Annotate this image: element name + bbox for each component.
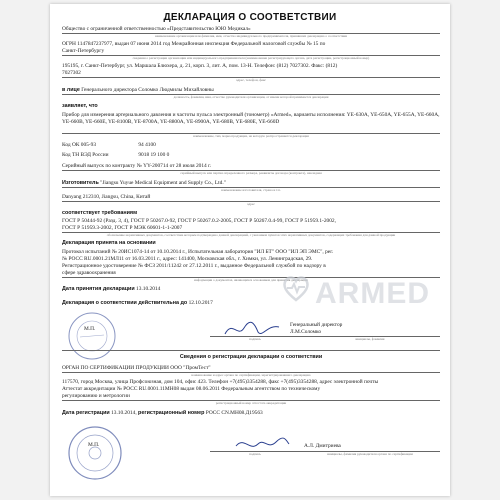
- registration-row: Дата регистрации 13.10.2014, регистрационный номер РОСС CN.МН08.Д19563: [62, 410, 263, 416]
- standards-line-2: ГОСТ Р 51959.3-2002, ГОСТ Р МЭК 60601-1-1-2007: [62, 225, 183, 231]
- product-caption: наименование, тип, марка продукции, на которую распространяется декларация: [193, 134, 309, 138]
- watermark-logo: ARMED: [315, 277, 430, 310]
- registrar-name: А.Л. Дмитриева: [304, 443, 341, 449]
- person-row: [62, 87, 440, 94]
- product-description: Прибор для измерения артериального давления и частоты пульса электронный (тонометр) «Armed», варианты исполнения: YE-630A, YE-650A, YE-655A, YE-660A, YE-660B, YE-660E, YE-8100B, YE-8700A, YE-8800A, YE-8900A, YE-680B, YE-680E, YE-660D: [62, 112, 440, 125]
- declares-label: заявляет, что: [62, 103, 98, 109]
- conformity-label: соответствует требованиям: [62, 210, 138, 216]
- reg-date-label: Дата регистрации: [62, 410, 110, 416]
- signer-name: Л.М.Соломко: [290, 329, 322, 335]
- acceptance-date-label: Дата принятия декларации: [62, 286, 135, 292]
- reg-date-value: 13.10.2014: [111, 410, 136, 416]
- maker-row: [62, 180, 440, 187]
- signer-initials-caption: инициалы, фамилия: [355, 337, 385, 341]
- valid-until-label: Декларация о соответствии действительна до: [62, 300, 188, 306]
- cert-body-address-3: регулированию и метрологии: [62, 393, 130, 399]
- cert-body-caption: наименование и адрес органа по сертификации, зарегистрировавшего декларацию: [191, 373, 311, 377]
- basis-line-2: № РОСС RU.0001.21МЛ11 от 16.03.2011 г., адрес: 141400, Московская обл., г. Химки, ул. Ленинградская, 29.: [62, 256, 313, 262]
- declaration-sheet: [50, 4, 450, 496]
- address-line-2: 7027302: [62, 70, 81, 76]
- batch-caption: серийный выпуск или партия определенного размера, реквизиты договора (контракта), накладная: [180, 171, 322, 175]
- maker-address-caption: адрес: [246, 202, 256, 206]
- maker-caption: наименование изготовителя, страна и т.п.: [221, 188, 281, 192]
- signer-sign-caption: подпись: [249, 337, 261, 341]
- basis-line-1: Протокол испытаний № 20ИС1074-14 от 10.10.2014 г., Испытательная лаборатория "ИЛ БТ" ООО "ИЛ ЭП ЭМС", рег.: [62, 249, 334, 255]
- maker-label: Изготовитель: [62, 180, 99, 186]
- applicant-name: Общество с ограниченной ответственностью «Представительство ЮЮ Медикал»: [62, 26, 251, 32]
- accreditation-caption: регистрационный номер аттестата аккредитации: [215, 401, 287, 405]
- okp-value: 94 4100: [138, 142, 156, 148]
- okp-row: [62, 142, 440, 149]
- okp-label: Код ОК 005-93: [62, 142, 97, 148]
- applicant-caption: наименование организации или фамилия, имя, отчество индивидуального предпринимателя, принявших декларацию о соответствии: [154, 34, 348, 38]
- registration-stamp: [66, 424, 124, 482]
- document-title: ДЕКЛАРАЦИЯ О СООТВЕТСТВИИ: [163, 12, 337, 23]
- registrar-sign-caption: подпись: [249, 452, 261, 456]
- person-caption: должность, фамилия, имя, отчество руководителя организации, от имени которой принимается декларация: [173, 95, 329, 99]
- valid-until-value: 12.10.2017: [188, 300, 213, 306]
- tnved-label: Код ТН ВЭД России: [62, 152, 109, 158]
- ogrn-line-1: ОГРН 1147847237977, выдан 07 июня 2014 год Межрайонная инспекция Федеральной налоговой службы № 15 по: [62, 41, 326, 47]
- mp-label: М.П.: [84, 326, 96, 332]
- basis-line-4: сфере здравоохранения: [62, 270, 116, 276]
- cert-body-name: ОРГАН ПО СЕРТИФИКАЦИИ ПРОДУКЦИИ ООО "ПромТест": [62, 365, 211, 371]
- ogrn-line-2: Санкт-Петербургу: [62, 48, 105, 54]
- section-divider: [62, 350, 440, 351]
- tnved-row: [62, 152, 440, 159]
- acceptance-date-value: 13.10.2014: [136, 286, 161, 292]
- person-label: в лице: [62, 87, 80, 93]
- cert-body-address-2: Аттестат аккредитации № РОСС RU.0001.11МН08 выдан 08.06.2011 Федеральным агентством по техническому: [62, 386, 321, 392]
- address-line-1: 195195, г. Санкт-Петербург, ул. Маршала Блюхера, д. 21, корп. 3, лит. А, пом. 13-Н. Телефон: (812) 7027302. Факс: (812): [62, 63, 338, 69]
- address-caption: адрес, телефон, факс: [235, 78, 267, 82]
- ogrn-caption: сведения о регистрации организации или индивидуального предпринимателя (наименование регистрирующего органа, дата регистрации, регистрационный номер): [132, 56, 370, 60]
- signer-position: Генеральный директор: [290, 322, 343, 328]
- tnved-value: 9018 19 100 0: [138, 152, 170, 158]
- watermark-heart-icon: [280, 272, 312, 304]
- maker-address: Danyang 212310, Jiangsu, China, Китай: [62, 194, 151, 200]
- registration-header: Сведения о регистрации декларации о соответствии: [179, 354, 323, 360]
- basis-label: Декларация принята на основании: [62, 240, 156, 246]
- maker-value: "Jiangsu Yuyue Medical Equipment and Supply Co., Ltd.": [100, 180, 226, 186]
- registrar-initials-caption: инициалы, фамилия руководителя органа по сертификации: [327, 452, 413, 456]
- reg-mp-label: М.П.: [88, 442, 100, 448]
- reg-number-value: РОСС CN.МН08.Д19563: [205, 410, 263, 416]
- standards-caption: обозначение нормативных документов, соответствие которым подтверждено данной декларацией, с указанием пунктов этих нормативных документов, содержащих требования для данной продукции: [106, 233, 396, 237]
- standards-line-1: ГОСТ Р 50444-92 (Разд. 3, 4), ГОСТ Р 50267.0-92, ГОСТ Р 50267.0.2-2005, ГОСТ Р 50267.0.4-99, ГОСТ Р 51959.1-2002,: [62, 218, 336, 224]
- basis-line-3: Регистрационное удостоверение № ФСЗ 2011/11242 от 27.12.2011 г., выданное Федеральной службой по надзору в: [62, 263, 326, 269]
- basis-caption: информация о документах, являющихся основанием для принятия декларации: [194, 278, 308, 282]
- batch-info: Серийный выпуск по контракту № YY-200714 от 28 июля 2014 г.: [62, 163, 212, 169]
- reg-number-label: регистрационный номер: [138, 410, 205, 416]
- cert-body-address-1: 117570, город Москва, улица Профсоюзная, дом 104, офис 423. Телефон +7(495)3354288, факс +7(495)3354288, адрес электронной почты: [62, 379, 379, 385]
- person-value: Генерального директора Соломко Людмилы Михайловны: [81, 87, 214, 93]
